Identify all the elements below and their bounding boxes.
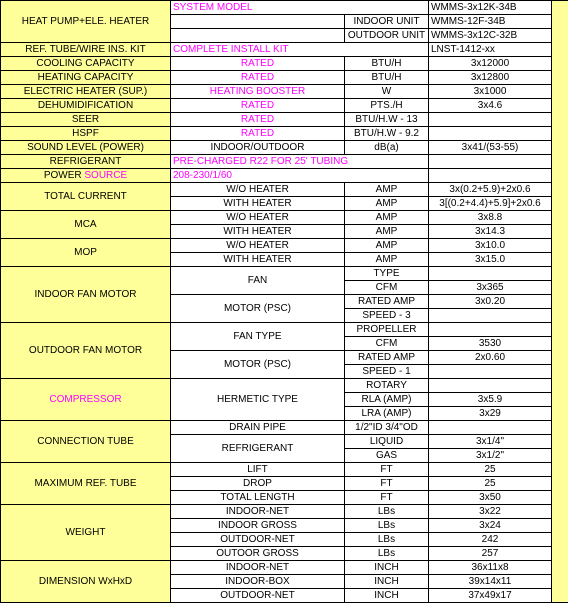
tc-unit: AMP [345, 197, 429, 211]
weight-unit: LBs [345, 533, 429, 547]
refrigerant-value: PRE-CHARGED R22 FOR 25' TUBING [171, 155, 429, 169]
heating-booster: HEATING BOOSTER [171, 85, 345, 99]
indoor-fan-type: TYPE [345, 267, 429, 281]
heating-rated: RATED [171, 71, 345, 85]
dehum-unit: PTS./H [345, 99, 429, 113]
mop-unit: AMP [345, 253, 429, 267]
dehum-rated: RATED [171, 99, 345, 113]
weight-unit: LBs [345, 505, 429, 519]
mop-label: MOP [1, 239, 171, 267]
hspf-rated: RATED [171, 127, 345, 141]
dim-unit: INCH [345, 589, 429, 603]
outdoor-motor: MOTOR (PSC) [171, 351, 345, 379]
drop-value: 25 [429, 477, 552, 491]
mca-wo-heater: W/O HEATER [171, 211, 345, 225]
liquid-value: 3x1/4" [429, 435, 552, 449]
blank-cell [429, 169, 552, 183]
max-ref-tube-label: MAXIMUM REF. TUBE [1, 463, 171, 505]
lift-label: LIFT [171, 463, 345, 477]
electric-unit: W [345, 85, 429, 99]
cooling-unit: BTU/H [345, 57, 429, 71]
mop-with-heater: WITH HEATER [171, 253, 345, 267]
tc-with-heater: WITH HEATER [171, 197, 345, 211]
cooling-value: 3x12000 [429, 57, 552, 71]
weight-indoor-gross-value: 3x24 [429, 519, 552, 533]
weight-indoor-gross: INDOOR GROSS [171, 519, 345, 533]
dim-indoor-net-value: 36x11x8 [429, 561, 552, 575]
power-label-a: POWER [44, 170, 85, 181]
drop-unit: FT [345, 477, 429, 491]
weight-outdoor-gross: OUTOOR GROSS [171, 547, 345, 561]
outdoor-unit-value: WMMS-3x12C-32B [429, 29, 552, 43]
power-source-value: 208-230/1/60 [171, 169, 429, 183]
hermetic-type: HERMETIC TYPE [171, 379, 345, 421]
tc-wo-heater: W/O HEATER [171, 183, 345, 197]
gas-value: 3x1/2" [429, 449, 552, 463]
cooling-rated: RATED [171, 57, 345, 71]
blank-cell [429, 323, 552, 337]
refrigerant-label: REFRIGERANT [1, 155, 171, 169]
indoor-fan: FAN [171, 267, 345, 295]
blank-cell [171, 15, 345, 29]
weight-outdoor-net-value: 242 [429, 533, 552, 547]
total-current-label: TOTAL CURRENT [1, 183, 171, 211]
sound-level-label: SOUND LEVEL (POWER) [1, 141, 171, 155]
mca-wo-value: 3x8.8 [429, 211, 552, 225]
total-length-unit: FT [345, 491, 429, 505]
electric-value: 3x1000 [429, 85, 552, 99]
gas-label: GAS [345, 449, 429, 463]
mop-unit: AMP [345, 239, 429, 253]
mca-with-value: 3x14.3 [429, 225, 552, 239]
blank-cell [429, 127, 552, 141]
outdoor-unit-label: OUTDOOR UNIT [345, 29, 429, 43]
mop-wo-value: 3x10.0 [429, 239, 552, 253]
heat-pump-label: HEAT PUMP+ELE. HEATER [1, 1, 171, 43]
lra-label: LRA (AMP) [345, 407, 429, 421]
tc-wo-value: 3x(0.2+5.9)+2x0.6 [429, 183, 552, 197]
dim-indoor-box: INDOOR-BOX [171, 575, 345, 589]
tc-unit: AMP [345, 183, 429, 197]
rla-label: RLA (AMP) [345, 393, 429, 407]
ref-tube-value: LNST-1412-xx [429, 43, 552, 57]
power-label-b: SOURCE [84, 170, 127, 181]
mca-with-heater: WITH HEATER [171, 225, 345, 239]
sound-value: 3x41/(53-55) [429, 141, 552, 155]
weight-label: WEIGHT [1, 505, 171, 561]
dehum-value: 3x4.6 [429, 99, 552, 113]
indoor-fan-motor-label: INDOOR FAN MOTOR [1, 267, 171, 323]
weight-outdoor-net: OUTDOOR-NET [171, 533, 345, 547]
liquid-label: LIQUID [345, 435, 429, 449]
blank-cell [429, 113, 552, 127]
heating-value: 3x12800 [429, 71, 552, 85]
power-source-label [1, 169, 171, 183]
outdoor-propeller: PROPELLER [345, 323, 429, 337]
mca-label: MCA [1, 211, 171, 239]
mop-with-value: 3x15.0 [429, 253, 552, 267]
outdoor-cfm: CFM [345, 337, 429, 351]
indoor-cfm-value: 3x365 [429, 281, 552, 295]
heating-capacity-label: HEATING CAPACITY [1, 71, 171, 85]
weight-outdoor-gross-value: 257 [429, 547, 552, 561]
dim-unit: INCH [345, 575, 429, 589]
weight-unit: LBs [345, 547, 429, 561]
blank-cell [171, 29, 345, 43]
indoor-unit-label: INDOOR UNIT [345, 15, 429, 29]
outdoor-fan-type: FAN TYPE [171, 323, 345, 351]
outdoor-cfm-value: 3530 [429, 337, 552, 351]
system-model-value: WMMS-3x12K-34B [429, 1, 552, 15]
rotary: ROTARY [345, 379, 429, 393]
dimension-label: DIMENSION WxHxD [1, 561, 171, 603]
rla-value: 3x5.9 [429, 393, 552, 407]
seer-label: SEER [1, 113, 171, 127]
dim-outdoor-net: OUTDOOR-NET [171, 589, 345, 603]
indoor-unit-value: WMMS-12F-34B [429, 15, 552, 29]
indoor-rated-amp: RATED AMP [345, 295, 429, 309]
mca-unit: AMP [345, 225, 429, 239]
weight-unit: LBs [345, 519, 429, 533]
heating-unit: BTU/H [345, 71, 429, 85]
total-length-value: 3x50 [429, 491, 552, 505]
electric-heater-label: ELECTRIC HEATER (SUP.) [1, 85, 171, 99]
sound-sub: INDOOR/OUTDOOR [171, 141, 345, 155]
drain-pipe-value: 1/2"ID 3/4"OD [345, 421, 429, 435]
dim-outdoor-net-value: 37x49x17 [429, 589, 552, 603]
connection-refrigerant: REFRIGERANT [171, 435, 345, 463]
indoor-rated-amp-value: 3x0.20 [429, 295, 552, 309]
weight-indoor-net-value: 3x22 [429, 505, 552, 519]
blank-cell [429, 421, 552, 435]
seer-rated: RATED [171, 113, 345, 127]
indoor-speed: SPEED - 3 [345, 309, 429, 323]
dim-unit: INCH [345, 561, 429, 575]
dim-indoor-box-value: 39x14x11 [429, 575, 552, 589]
indoor-cfm: CFM [345, 281, 429, 295]
tc-with-value: 3[(0.2+4.4)+5.9]+2x0.6 [429, 197, 552, 211]
sound-unit: dB(a) [345, 141, 429, 155]
install-kit-label: COMPLETE INSTALL KIT [171, 43, 429, 57]
system-model-label: SYSTEM MODEL [171, 1, 429, 15]
outdoor-rated-amp: RATED AMP [345, 351, 429, 365]
lra-value: 3x29 [429, 407, 552, 421]
connection-tube-label: CONNECTION TUBE [1, 421, 171, 463]
blank-cell [429, 379, 552, 393]
dehumidification-label: DEHUMIDIFICATION [1, 99, 171, 113]
blank-cell [429, 309, 552, 323]
right-margin [552, 1, 568, 603]
outdoor-rated-amp-value: 2x0.60 [429, 351, 552, 365]
hspf-label: HSPF [1, 127, 171, 141]
indoor-motor: MOTOR (PSC) [171, 295, 345, 323]
seer-unit: BTU/H.W - 13 [345, 113, 429, 127]
drop-label: DROP [171, 477, 345, 491]
hspf-unit: BTU/H.W - 9.2 [345, 127, 429, 141]
lift-value: 25 [429, 463, 552, 477]
outdoor-speed: SPEED - 1 [345, 365, 429, 379]
cooling-capacity-label: COOLING CAPACITY [1, 57, 171, 71]
total-length-label: TOTAL LENGTH [171, 491, 345, 505]
blank-cell [429, 365, 552, 379]
ref-tube-label: REF. TUBE/WIRE INS. KIT [1, 43, 171, 57]
compressor-label: COMPRESSOR [1, 379, 171, 421]
blank-cell [429, 155, 552, 169]
mca-unit: AMP [345, 211, 429, 225]
mop-wo-heater: W/O HEATER [171, 239, 345, 253]
dim-indoor-net: INDOOR-NET [171, 561, 345, 575]
blank-cell [429, 267, 552, 281]
drain-pipe: DRAIN PIPE [171, 421, 345, 435]
lift-unit: FT [345, 463, 429, 477]
outdoor-fan-motor-label: OUTDOOR FAN MOTOR [1, 323, 171, 379]
weight-indoor-net: INDOOR-NET [171, 505, 345, 519]
